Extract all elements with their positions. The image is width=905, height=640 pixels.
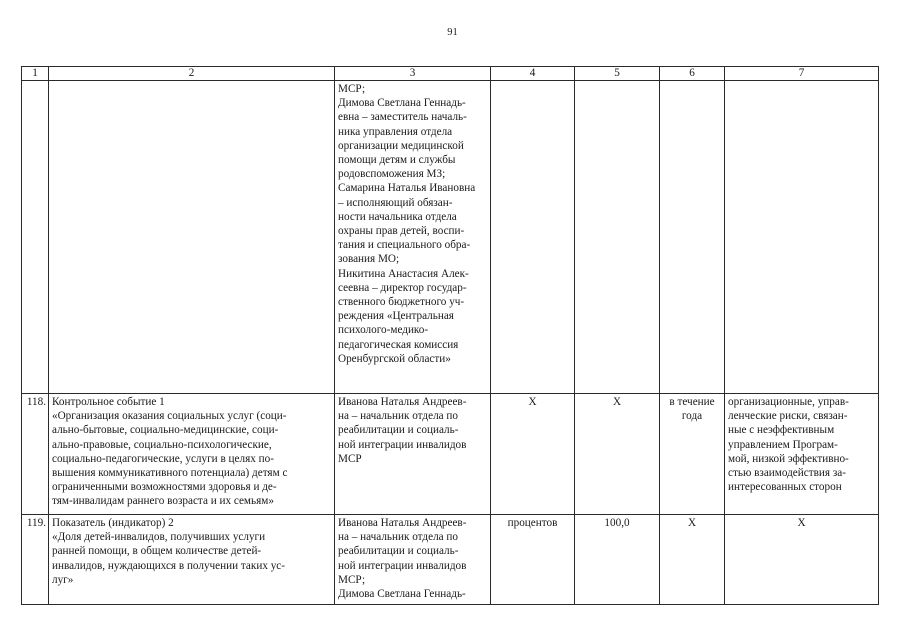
column-header: 5 xyxy=(575,67,660,81)
column-header: 2 xyxy=(49,67,335,81)
row-responsible: Иванова Наталья Андреев- на – начальник отдела по реабилитации и социаль- ной интеграции инвалидов МСР xyxy=(335,394,491,515)
row-value: Х xyxy=(575,394,660,515)
row-risks: Х xyxy=(725,515,879,605)
row-responsible: МСР; Димова Светлана Геннадь- евна – заместитель началь- ника управления отдела организации медицинской помощи детям и службы родовспоможения МЗ; Самарина Наталья Ивановна – исполняющий обязан- ности начальника отдела охраны прав детей, воспи- тания и специального обра- зования МО; Никитина Анастасия Алек- сеевна – директор государ- ственного бюджетного уч- реждения «Центральная психолого-медико- педагогическая комиссия Оренбургской области» xyxy=(335,81,491,394)
row-term xyxy=(660,81,725,394)
column-header: 7 xyxy=(725,67,879,81)
row-description xyxy=(49,81,335,394)
row-number xyxy=(22,81,49,394)
row-term: в течение года xyxy=(660,394,725,515)
row-responsible: Иванова Наталья Андреев- на – начальник отдела по реабилитации и социаль- ной интеграции инвалидов МСР; Димова Светлана Геннадь- xyxy=(335,515,491,605)
row-description: Показатель (индикатор) 2 «Доля детей-инвалидов, получивших услуги ранней помощи, в общем количестве детей- инвалидов, нуждающихся в получении таких ус- луг» xyxy=(49,515,335,605)
column-header: 4 xyxy=(491,67,575,81)
column-number-row xyxy=(22,67,879,81)
table-row xyxy=(22,81,879,394)
row-number: 118. xyxy=(22,394,49,515)
plan-table xyxy=(21,66,879,605)
row-value: 100,0 xyxy=(575,515,660,605)
row-risks xyxy=(725,81,879,394)
row-unit: Х xyxy=(491,394,575,515)
row-risks: организационные, управ- ленческие риски, связан- ные с неэффективным управлением Програм- мой, низкой эффективно- стью взаимодействия за- интересованных сторон xyxy=(725,394,879,515)
row-number: 119. xyxy=(22,515,49,605)
row-description: Контрольное событие 1 «Организация оказания социальных услуг (соци- ально-бытовые, социально-медицинские, соци- ально-правовые, социально-психологические, социально-педагогические, услуги в целях по- вышения коммуникативного потенциала) детям с ограниченными возможностями здоровья и де- тям-инвалидам раннего возраста и их семьям» xyxy=(49,394,335,515)
row-unit: процентов xyxy=(491,515,575,605)
row-term: Х xyxy=(660,515,725,605)
column-header: 6 xyxy=(660,67,725,81)
row-value xyxy=(575,81,660,394)
table-row xyxy=(22,394,879,515)
column-header: 1 xyxy=(22,67,49,81)
page-number: 91 xyxy=(447,27,458,38)
column-header: 3 xyxy=(335,67,491,81)
row-unit xyxy=(491,81,575,394)
table-row xyxy=(22,515,879,605)
